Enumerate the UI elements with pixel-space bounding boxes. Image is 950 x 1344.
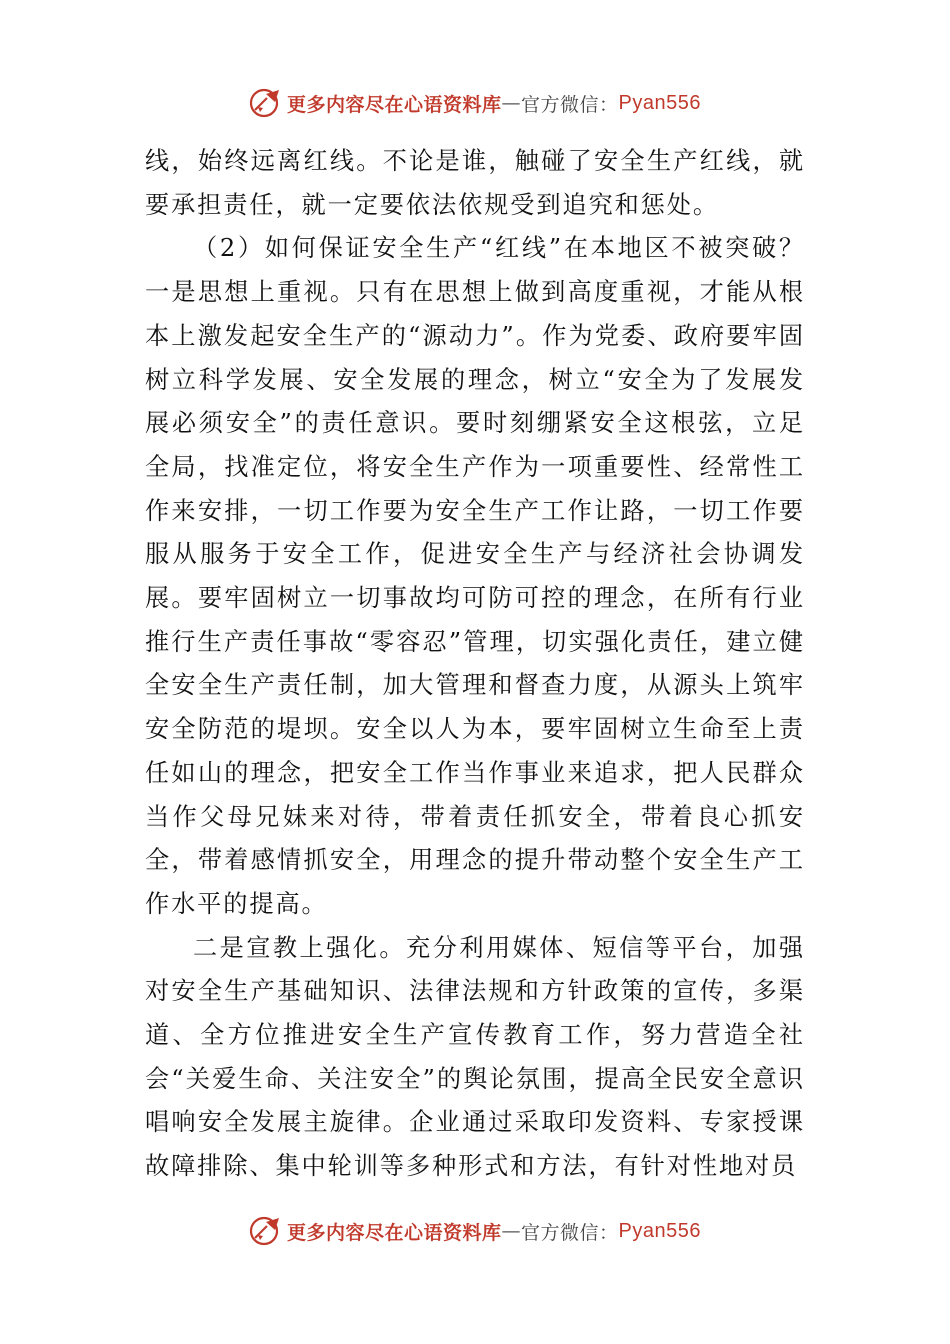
- official-label: 官方微信：: [521, 1221, 619, 1244]
- pen-logo-icon: [249, 1214, 283, 1248]
- header-banner: [0, 85, 950, 121]
- promo-text: 更多内容尽在心语资料库: [287, 93, 502, 116]
- banner-separator: —: [501, 1220, 522, 1242]
- promo-text: 更多内容尽在心语资料库: [287, 1221, 502, 1244]
- pen-logo-icon: [249, 86, 283, 120]
- wechat-id: Pyan556: [618, 91, 701, 114]
- wechat-id: Pyan556: [618, 1219, 701, 1242]
- banner-separator: —: [501, 92, 522, 114]
- document-body: [145, 140, 805, 1189]
- official-label: 官方微信：: [521, 93, 619, 116]
- paragraph-continuation: 线，始终远离红线。不论是谁，触碰了安全生产红线，就要承担责任，就一定要依法依规受到追究和惩处。: [145, 147, 805, 219]
- paragraph-education: 二是宣教上强化。充分利用媒体、短信等平台，加强对安全生产基础知识、法律法规和方针政策的宣传，多渠道、全方位推进安全生产宣传教育工作，努力营造全社会“关爱生命、关注安全”的舆论氛围，提高全民安全意识唱响安全发展主旋律。企业通过采取印发资料、专家授课故障排除、集中轮训等多种形式和方法，有针对性地对员: [145, 933, 805, 1181]
- footer-banner: [0, 1213, 950, 1249]
- paragraph-point-2: （2）如何保证安全生产“红线”在本地区不被突破？一是思想上重视。只有在思想上做到高度重视，才能从根本上激发起安全生产的“源动力”。作为党委、政府要牢固树立科学发展、安全发展的理念，树立“安全为了发展发展必须安全”的责任意识。要时刻绷紧安全这根弦，立足全局，找准定位，将安全生产作为一项重要性、经常性工作来安排，一切工作要为安全生产工作让路，一切工作要服从服务于安全工作，促进安全生产与经济社会协调发展。要牢固树立一切事故均可防可控的理念，在所有行业推行生产责任事故“零容忍”管理，切实强化责任，建立健全安全生产责任制，加大管理和督查力度，从源头上筑牢安全防范的堤坝。安全以人为本，要牢固树立生命至上责任如山的理念，把安全工作当作事业来追求，把人民群众当作父母兄妹来对待，带着责任抓安全，带着良心抓安全，带着感情抓安全，用理念的提升带动整个安全生产工作水平的提高。: [145, 234, 805, 918]
